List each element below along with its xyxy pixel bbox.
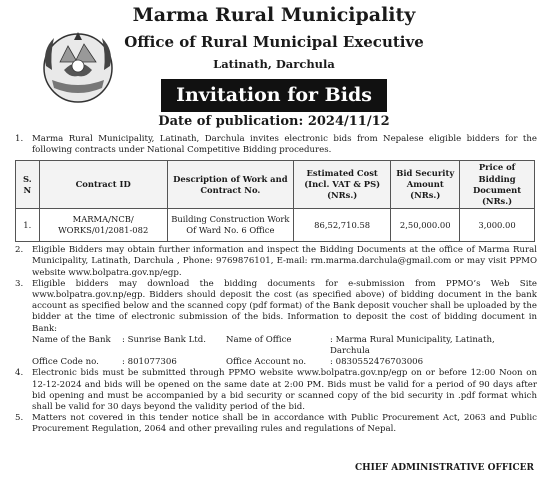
paragraph-5 (15, 413, 537, 435)
paragraph-text: Eligible bidders may download the bidding documents for e-submission from PPMO’s Web Site www.bolpatra.gov.np/egp. Bidders should deposit the cost (as specified above) of bidding document in the bank account as specified below and the scanned copy (pdf format) of the Bank deposit voucher shall be uploaded by the bidder at the time of electronic submission of the bids. Information to deposit the cost of bidding document in Bank: (32, 278, 537, 334)
signature-title: CHIEF ADMINISTRATIVE OFFICER (354, 463, 534, 473)
header-description: Description of Work and Contract No. (167, 161, 293, 209)
paragraph-number: 4. (15, 368, 24, 379)
cell-description: Building Construction Work Of Ward No. 6 Office (167, 209, 293, 242)
paragraph-number: 1. (15, 134, 24, 144)
paragraph-text: Eligible Bidders may obtain further information and inspect the Bidding Documents at the office of Marma Rural Municipality, Latinath, Darchula , Phone: 9769876101, E-mail: rm.marma.darchula@gmail.com or may visit PPMO website www.bolpatra.gov.np/egp. (32, 245, 537, 278)
cell-bid-security: 2,50,000.00 (391, 209, 460, 242)
office-code-label: Office Code no. (32, 357, 99, 368)
cell-contract-id: MARMA/NCB/ WORKS/01/2081-082 (39, 209, 167, 242)
paragraph-2 (15, 245, 537, 279)
notice-body (15, 134, 537, 436)
office-account-label: Office Account no. (226, 357, 307, 368)
paragraph-number: 3. (15, 278, 24, 289)
paragraph-text: Matters not covered in this tender notice shall be in accordance with Public Procurement Act, 2063 and Public Procurement Regulation, 2064 and other prevailing rules and regulations of Nepal. (32, 413, 537, 435)
cell-sn: 1. (16, 209, 40, 242)
publication-value: 2024/11/12 (307, 114, 390, 129)
office-name-value: : Marma Rural Municipality, Latinath, Darchula (330, 334, 495, 357)
office-code-value: : 801077306 (122, 357, 177, 368)
bank-name-value: : Sunrise Bank Ltd. (122, 334, 206, 345)
table-header-row (16, 161, 535, 209)
publication-label: Date of publication: (158, 114, 304, 129)
paragraph-4 (15, 368, 537, 413)
paragraph-number: 5. (15, 413, 24, 424)
cell-document-price: 3,000.00 (460, 209, 535, 242)
table-row (16, 209, 535, 242)
paragraph-1 (15, 134, 537, 156)
paragraph-number: 2. (15, 245, 24, 256)
bank-details (15, 335, 537, 369)
office-location: Latinath, Darchula (213, 57, 335, 71)
municipality-name: Marma Rural Municipality (132, 4, 416, 26)
notice-title: Invitation for Bids (161, 79, 387, 112)
header-sn: S. N (16, 161, 40, 209)
header-document-price: Price of Bidding Document (NRs.) (460, 161, 535, 209)
header-estimated-cost: Estimated Cost (Incl. VAT & PS) (NRs.) (293, 161, 390, 209)
contracts-table (15, 160, 535, 242)
bank-name-label: Name of the Bank (32, 334, 111, 345)
office-name: Office of Rural Municipal Executive (124, 33, 424, 51)
office-name-label: Name of Office (226, 334, 292, 345)
cell-estimated-cost: 86,52,710.58 (293, 209, 390, 242)
office-account-value: : 0830552476703006 (330, 357, 424, 368)
paragraph-text: Electronic bids must be submitted through PPMO website www.bolpatra.gov.np/egp on or before 12:00 Noon on 12-12-2024 and bids will be opened on the same date at 2:00 PM. Bids must be valid for a period of 90 days after bid opening and must be accompanied by a bid security or scanned copy of the bid security in .pdf format which shall be valid for 30 days beyond the validity period of the bid. (32, 368, 537, 413)
publication-date (0, 114, 548, 129)
header-bid-security: Bid Security Amount (NRs.) (391, 161, 460, 209)
header-contract-id: Contract ID (39, 161, 167, 209)
paragraph-text: Marma Rural Municipality, Latinath, Darchula invites electronic bids from Nepalese eligible bidders for the following contracts under National Competitive Bidding procedures. (32, 134, 537, 156)
paragraph-3 (15, 279, 537, 335)
